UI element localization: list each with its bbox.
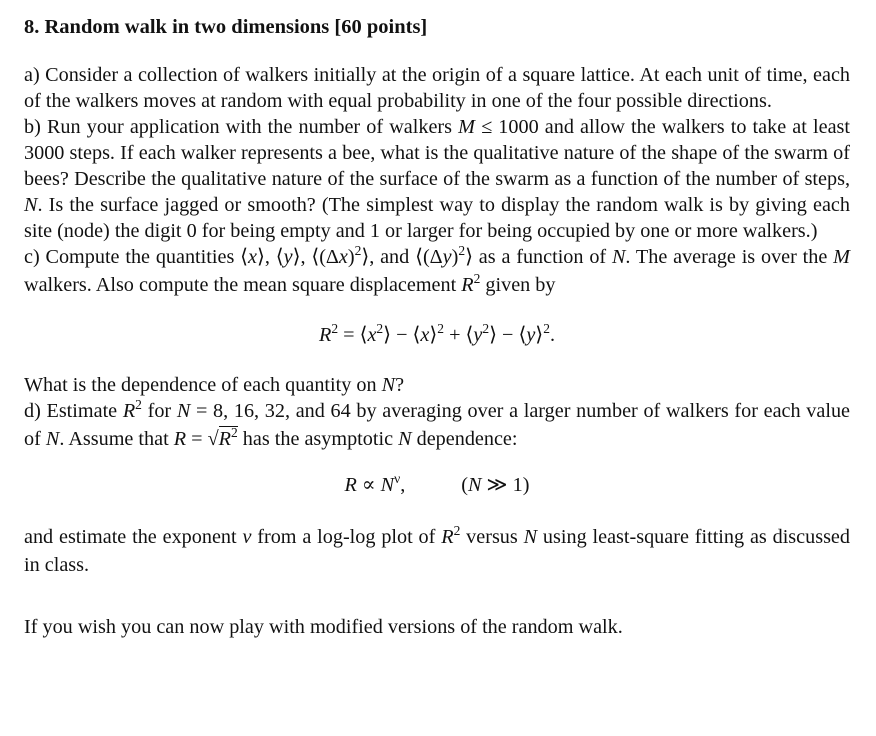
part-b-text: b) Run your application with the number of walkers M ≤ 1000 and allow the walkers to take at least 3000 steps. If each walker represents a bee, what is the qualitative nature of the shape of the swarm of bees? Describe the qualitative nature of the surface of the swarm as a function of the number of steps, N. Is the surface jagged or smooth? (The simplest way to display the random walk is by giving each site (node) the digit 0 for being empty and 1 or larger for being occupied by one or more walkers.) [24, 116, 850, 242]
power-law-equation: $R \propto N^\nu$, (N ≫ 1) [344, 471, 530, 496]
problem-heading: 8. Random walk in two dimensions [60 points] [24, 16, 428, 38]
question-c-text: What is the dependence of each quantity on N? [24, 374, 405, 396]
msd-equation: $R^2$ = $⟨x^2⟩$ − ⟨x⟩$^2$ + $⟨y^2⟩$ − ⟨y⟩$^2$. [319, 321, 555, 346]
document [24, 14, 850, 640]
spacer [24, 578, 850, 596]
part-c-text: c) Compute the quantities ⟨x⟩, ⟨y⟩, $⟨(\Delta x)^2⟩$, and $⟨(\Delta y)^2⟩$ as a function of N. The average is over the M walkers. Also compute the mean square displacement $R^2$ given by [24, 243, 850, 296]
estimate-text: and estimate the exponent ν from a log-log plot of $R^2$ versus N using least-square fitting as discussed in class. [24, 523, 850, 576]
spacer [24, 596, 850, 614]
sqrt-radicand: $R^2$ [218, 425, 238, 450]
closing-text: If you wish you can now play with modified versions of the random walk. [24, 616, 623, 638]
part-d-text: d) Estimate $R^2$ for N = 8, 16, 32, and 64 by averaging over a larger number of walkers for each value of N. Assume that $R = √R^2$ has the asymptotic N dependence: [24, 397, 851, 450]
part-a-text: a) Consider a collection of walkers initially at the origin of a square lattice. At each unit of time, each of the walkers moves at random with equal probability in one of the four possible directions. [24, 64, 850, 112]
